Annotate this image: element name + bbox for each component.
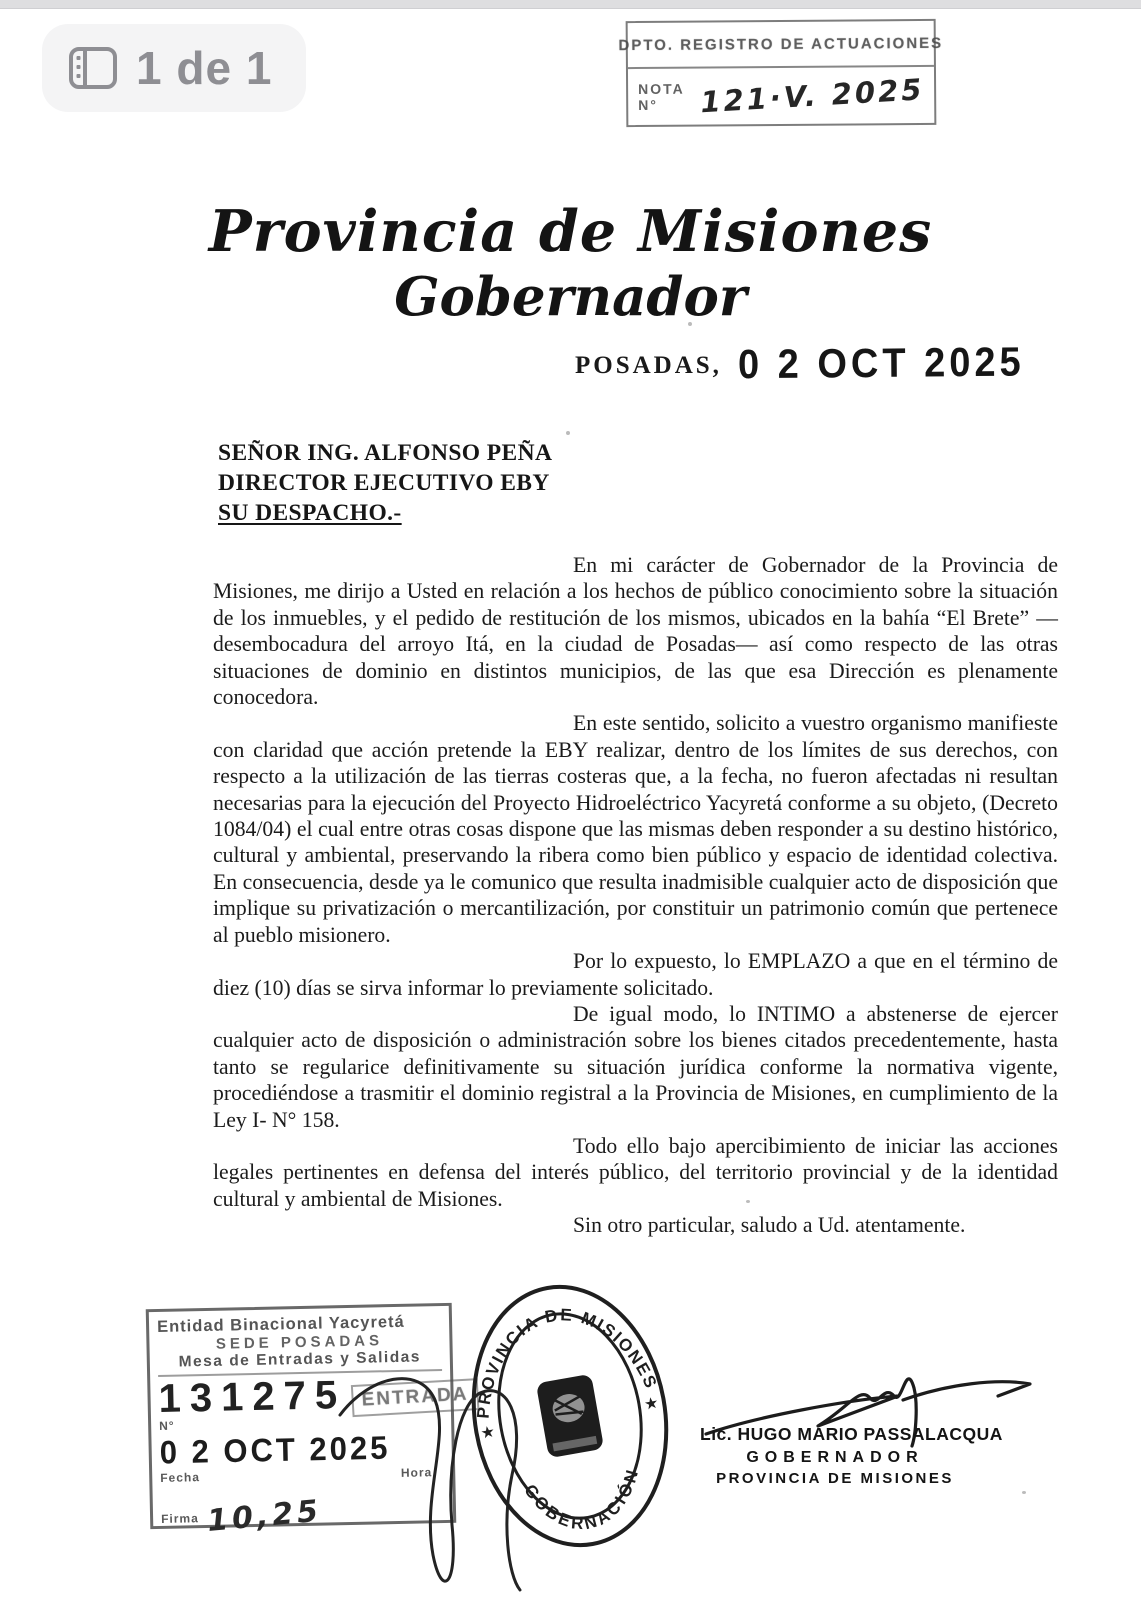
entry-stamp-date: 0 2 OCT 2025 [159,1429,391,1471]
entry-stamp-hora-label: Hora [400,1465,433,1480]
body-paragraph: Todo ello bajo apercibimiento de iniciar las acciones legales pertinentes en defensa del interés público, del territorio provincial y de la identidad cultural y ambiental de Misiones. [213,1133,1058,1211]
entry-stamp-entrada: ENTRADA [351,1378,479,1417]
dateline-place: POSADAS, [575,352,722,379]
entry-stamp-org: Entidad Binacional Yacyretá [156,1312,405,1336]
page-thumbnails-icon [68,46,118,90]
entry-stamp-number-label: N° [159,1418,175,1433]
seal-arc-bottom: GOBERNACIÓN [520,1465,643,1534]
page-indicator-label: 1 de 1 [136,42,273,94]
registry-stamp [618,19,944,127]
seal-star-left: ★ [479,1423,497,1443]
signature-block [700,1424,1003,1487]
page-indicator-badge[interactable] [42,24,306,112]
body-paragraph: En mi carácter de Gobernador de la Provincia de Misiones, me dirijo a Usted en relación a los hechos de público conocimiento sobre la situación de los inmuebles, y el pedido de restitución de los mismos, ubicados en la bahía “El Brete” —desembocadura del arroyo Itá, en la ciudad de Posadas— así como respecto de las otras situaciones de dominio en distintos municipios, de las que esa Dirección es plenamente conocedora. [213,553,1058,710]
nota-number-label: NOTA N° [638,80,685,113]
signer-name: Lic. HUGO MARIO PASSALACQUA [700,1424,1003,1444]
entry-stamp-number: 131275 [158,1373,347,1421]
letterhead-office: Gobernador [394,266,747,328]
body-paragraph: De igual modo, lo INTIMO a abstenerse de ejercer cualquier acto de disposición o administración sobre los bienes citados precedentemente, hasta tanto se regularice definitivamente su situación jurídica conforme la normativa vigente, procediéndose a trasmitir el dominio registral a la Provincia de Misiones, en cumplimiento de la Ley I- N° 158. [213,1001,1058,1132]
eby-entry-stamp [146,1303,470,1539]
seal-coat-of-arms [536,1374,604,1459]
letter-body [213,552,1058,1239]
signer-org: PROVINCIA DE MISIONES [716,1470,954,1487]
entry-stamp-sede: SEDE POSADAS [215,1332,384,1353]
recipient-block [218,438,552,528]
seal-star-right: ★ [642,1394,660,1414]
entry-stamp-firma-label: Firma [160,1510,199,1526]
scan-speck [746,1200,750,1203]
body-paragraph: En este sentido, solicito a vuestro organismo manifieste con claridad que acción pretende la EBY realizar, dentro de los límites de sus derechos, con respecto a la utilización de las tierras costeras que, a la fecha, no fueron afectadas ni resultan necesarias para la ejecución del Proyecto Hidroeléctrico Yacyretá conforme a su objeto, (Decreto 1084/04) el cual entre otras cosas dispone que las mismas deben responder a su destino histórico, cultural y ambiental, preservando la ribera como bien público y espacio de identidad colectiva. En consecuencia, desde ya le comunico que resulta inadmisible cualquier acto de disposición que implique su privatización o mercantilización, por constituir un patrimonio común que pertenece al pueblo misionero. [213,711,1058,947]
scan-speck [1022,1491,1026,1494]
letterhead-province: Provincia de Misiones [208,198,933,265]
viewer-top-edge [0,0,1141,9]
nota-number-handwritten: 121·V. 2025 [699,72,926,120]
body-closing: Sin otro particular, saludo a Ud. atentamente. [573,1213,966,1238]
registry-stamp-office: DPTO. REGISTRO DE ACTUACIONES [628,21,934,69]
province-seal [446,1264,694,1567]
seal-arc-top: PROVINCIA DE MISIONES [473,1305,662,1420]
recipient-despacho: SU DESPACHO.- [218,500,402,526]
scan-speck [688,322,692,326]
recipient-name: SEÑOR ING. ALFONSO PEÑA [218,440,553,466]
dateline-date-stamp: 0 2 OCT 2025 [737,339,1025,388]
body-paragraph: Por lo expuesto, lo EMPLAZO a que en el término de diez (10) días se sirva informar lo previamente solicitado. [213,949,1058,1000]
entry-stamp-mesa: Mesa de Entradas y Salidas [158,1348,442,1377]
recipient-title: DIRECTOR EJECUTIVO EBY [218,470,550,496]
entry-stamp-hora-handwritten: 10,25 [205,1493,324,1539]
signer-title: GOBERNADOR [746,1449,924,1466]
entry-stamp-date-label: Fecha [160,1470,201,1485]
scan-speck [566,431,570,435]
